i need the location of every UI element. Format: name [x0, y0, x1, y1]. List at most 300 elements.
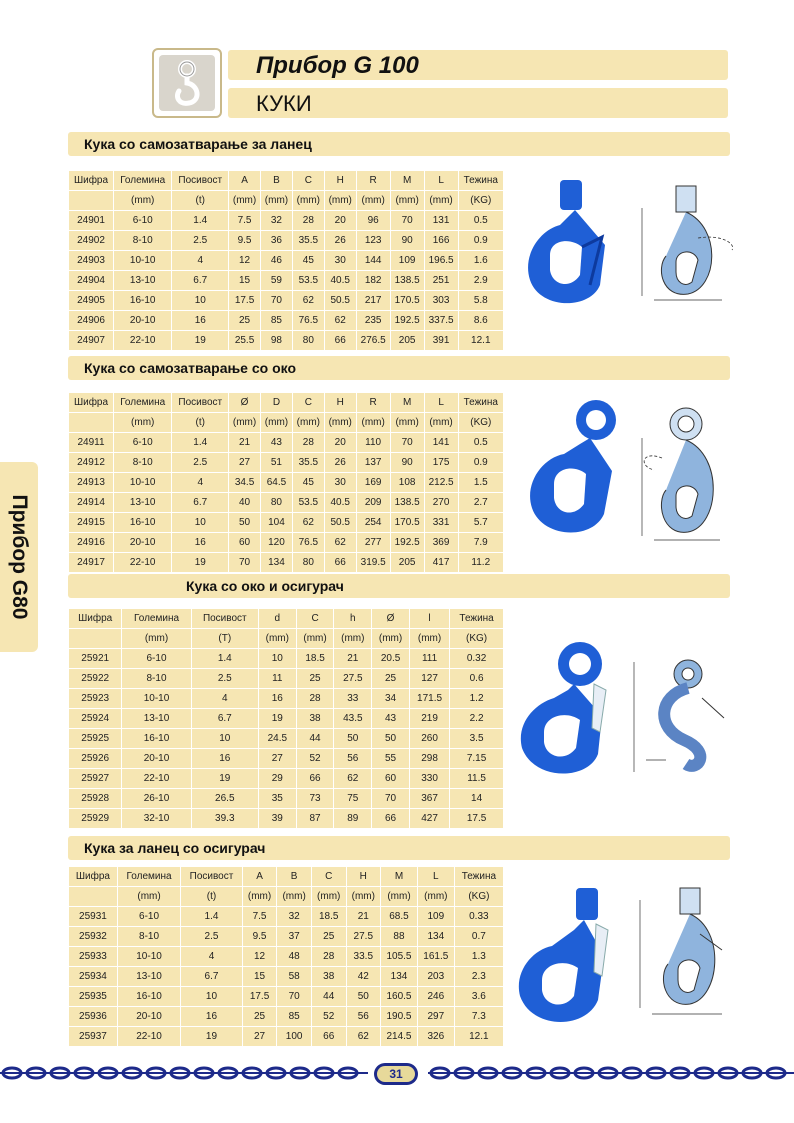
table-cell: (mm)	[114, 191, 171, 210]
table-cell: 8-10	[114, 453, 171, 472]
table-cell: (KG)	[450, 629, 503, 648]
table-cell: 1.4	[172, 211, 228, 230]
table-cell: 13-10	[118, 967, 180, 986]
table-cell: 217	[357, 291, 390, 310]
table-cell: 251	[425, 271, 458, 290]
table-cell: 25922	[69, 669, 121, 688]
table-cell: R	[357, 171, 390, 190]
table-cell: 2.5	[192, 669, 258, 688]
table-cell: (mm)	[277, 887, 311, 906]
table-cell: 24906	[69, 311, 113, 330]
table-cell: 70	[391, 433, 424, 452]
table-cell: 141	[425, 433, 458, 452]
table-cell: 138.5	[391, 271, 424, 290]
table-cell: 24911	[69, 433, 113, 452]
table-cell: 28	[293, 433, 324, 452]
table-cell: (mm)	[391, 413, 424, 432]
table-cell: 20.5	[372, 649, 409, 668]
table-cell: 43	[261, 433, 292, 452]
table-cell: 417	[425, 553, 458, 572]
table-cell: 85	[277, 1007, 311, 1026]
table-cell: Посивост	[192, 609, 258, 628]
table-cell: 12.1	[455, 1027, 503, 1046]
table-cell: 7.5	[229, 211, 260, 230]
table-cell: 25929	[69, 809, 121, 828]
table-cell: 131	[425, 211, 458, 230]
table-cell: 25933	[69, 947, 117, 966]
table-cell: 70	[261, 291, 292, 310]
table-cell: 6-10	[114, 433, 171, 452]
table-cell: 45	[293, 251, 324, 270]
table-cell: 60	[372, 769, 409, 788]
table-cell: (T)	[192, 629, 258, 648]
table-cell: 25	[229, 311, 260, 330]
table-cell: 40	[229, 493, 260, 512]
table-cell: Големина	[114, 171, 171, 190]
table-cell: 59	[261, 271, 292, 290]
table-cell: 24903	[69, 251, 113, 270]
table-row	[69, 433, 503, 452]
table-row	[69, 331, 503, 350]
table-row	[69, 211, 503, 230]
table-cell: 89	[334, 809, 371, 828]
table-row	[69, 689, 503, 708]
chain-decoration-right	[428, 1064, 794, 1082]
table-cell	[69, 191, 113, 210]
table-cell: 17.5	[243, 987, 277, 1006]
table-cell: 2.5	[172, 231, 228, 250]
clevis-hook-latch-dimension-drawing	[630, 880, 742, 1020]
table-cell: 66	[372, 809, 409, 828]
table-cell: 144	[357, 251, 390, 270]
table-cell: (mm)	[118, 887, 180, 906]
page-subtitle: КУКИ	[228, 88, 728, 118]
table-cell: 11.5	[450, 769, 503, 788]
section-title-eye-self-locking: Кука со самозатварање со око	[68, 356, 730, 380]
table-cell: 85	[261, 311, 292, 330]
table-cell: 16	[192, 749, 258, 768]
table-cell: 50.5	[325, 291, 356, 310]
table-cell: 1.2	[450, 689, 503, 708]
table-cell: 276.5	[357, 331, 390, 350]
table-cell: 134	[418, 927, 454, 946]
table-cell: 30	[325, 251, 356, 270]
table-cell: 105.5	[381, 947, 417, 966]
table-cell: 16	[259, 689, 296, 708]
table-cell: 19	[181, 1027, 242, 1046]
table-cell: 50	[334, 729, 371, 748]
table-cell: 50	[372, 729, 409, 748]
table-cell: 12.1	[459, 331, 503, 350]
table-cell: 175	[425, 453, 458, 472]
table-cell: Ø	[229, 393, 260, 412]
table-cell: 25921	[69, 649, 121, 668]
table-cell: 25	[297, 669, 334, 688]
table-cell: 27	[229, 453, 260, 472]
table-cell: 9.5	[229, 231, 260, 250]
table-cell	[69, 887, 117, 906]
table-cell: 50.5	[325, 513, 356, 532]
table-cell: 427	[410, 809, 449, 828]
table-cell: 203	[418, 967, 454, 986]
table-cell: 46	[261, 251, 292, 270]
table-cell: 170.5	[391, 291, 424, 310]
table-cell: 26-10	[122, 789, 190, 808]
page-number: 31	[377, 1066, 415, 1082]
table-cell: 38	[297, 709, 334, 728]
table-row	[69, 729, 503, 748]
table-cell: 205	[391, 553, 424, 572]
table-cell: 24915	[69, 513, 113, 532]
table-cell: (mm)	[372, 629, 409, 648]
table-cell: 8.6	[459, 311, 503, 330]
table-cell: 10	[172, 513, 228, 532]
table-cell: 33	[334, 689, 371, 708]
table-cell: (mm)	[425, 413, 458, 432]
table-cell: 25937	[69, 1027, 117, 1046]
table-cell: Шифра	[69, 609, 121, 628]
table-cell: (mm)	[229, 191, 260, 210]
table-cell: 43	[372, 709, 409, 728]
table-cell: 277	[357, 533, 390, 552]
table-cell: 62	[325, 533, 356, 552]
table-cell: 7.3	[455, 1007, 503, 1026]
table-cell: 26	[325, 231, 356, 250]
table-cell: 7.15	[450, 749, 503, 768]
table-cell: 51	[261, 453, 292, 472]
table-cell: 66	[325, 553, 356, 572]
table-cell: 60	[229, 533, 260, 552]
self-locking-clevis-hook-image	[520, 175, 630, 315]
table-units-row	[69, 413, 503, 432]
table-cell: 1.4	[172, 433, 228, 452]
table-row	[69, 251, 503, 270]
side-tab-label: Прибор G80	[8, 494, 31, 620]
table-cell: 1.4	[181, 907, 242, 926]
table-cell: A	[229, 171, 260, 190]
table-cell: 170.5	[391, 513, 424, 532]
table-cell: 90	[391, 453, 424, 472]
table-cell: 330	[410, 769, 449, 788]
table-cell: 32-10	[122, 809, 190, 828]
table-cell: 25	[312, 927, 346, 946]
table-cell: 2.9	[459, 271, 503, 290]
table-cell: 22-10	[118, 1027, 180, 1046]
table-cell: (mm)	[410, 629, 449, 648]
table-cell: 24913	[69, 473, 113, 492]
table-cell: 270	[425, 493, 458, 512]
section-title-clevis-self-locking: Кука со самозатварање за ланец	[68, 132, 730, 156]
table-cell: 80	[293, 553, 324, 572]
table-cell: 25923	[69, 689, 121, 708]
table-cell: 171.5	[410, 689, 449, 708]
table-cell: 4	[192, 689, 258, 708]
table-cell: (mm)	[259, 629, 296, 648]
table-cell: 19	[259, 709, 296, 728]
table-cell: 17.5	[229, 291, 260, 310]
table-cell: Тежина	[459, 393, 503, 412]
table-cell: 1.5	[459, 473, 503, 492]
table-cell: 214.5	[381, 1027, 417, 1046]
table-cell: 50	[229, 513, 260, 532]
table-cell: 44	[312, 987, 346, 1006]
eye-hook-dimension-drawing	[632, 398, 744, 548]
table-cell: 110	[357, 433, 390, 452]
table-cell: 17.5	[450, 809, 503, 828]
table-cell: 96	[357, 211, 390, 230]
table-cell: 160.5	[381, 987, 417, 1006]
table-cell: 25936	[69, 1007, 117, 1026]
table-cell: 76.5	[293, 311, 324, 330]
table-cell: 326	[418, 1027, 454, 1046]
table-cell: 331	[425, 513, 458, 532]
table-cell: 209	[357, 493, 390, 512]
table-cell: 43.5	[334, 709, 371, 728]
table-cell: 20-10	[118, 1007, 180, 1026]
table-cell: 2.5	[181, 927, 242, 946]
table-cell: 39.3	[192, 809, 258, 828]
table-cell: 0.7	[455, 927, 503, 946]
table-cell: 7.9	[459, 533, 503, 552]
table-cell: 104	[261, 513, 292, 532]
table-cell: M	[391, 393, 424, 412]
table-cell: 16	[172, 533, 228, 552]
table-cell: 22-10	[114, 331, 171, 350]
table-units-row	[69, 887, 503, 906]
table-cell	[69, 413, 113, 432]
table-cell: (mm)	[381, 887, 417, 906]
table-cell: 10-10	[114, 251, 171, 270]
table-cell: 190.5	[381, 1007, 417, 1026]
table-cell: 27	[259, 749, 296, 768]
table-cell: 26	[325, 453, 356, 472]
table-cell: 27.5	[334, 669, 371, 688]
table-cell: 0.32	[450, 649, 503, 668]
table-cell: 4	[172, 473, 228, 492]
table-cell: 11	[259, 669, 296, 688]
table-cell: 64.5	[261, 473, 292, 492]
table-cell: 0.5	[459, 433, 503, 452]
table-cell: 196.5	[425, 251, 458, 270]
table-cell: Ø	[372, 609, 409, 628]
table-cell: 19	[172, 331, 228, 350]
table-cell: (mm)	[293, 191, 324, 210]
table-cell: 44	[297, 729, 334, 748]
spec-table-eye-self-locking	[68, 392, 504, 573]
table-cell: (mm)	[229, 413, 260, 432]
table-cell: 0.6	[450, 669, 503, 688]
table-cell: B	[277, 867, 311, 886]
table-cell: 24916	[69, 533, 113, 552]
table-cell: 6.7	[172, 271, 228, 290]
eye-hook-latch-dimension-drawing	[626, 648, 746, 778]
table-cell: Големина	[118, 867, 180, 886]
table-cell: 0.5	[459, 211, 503, 230]
table-cell: 33.5	[347, 947, 381, 966]
table-cell: 70	[277, 987, 311, 1006]
table-cell: 21	[229, 433, 260, 452]
table-cell: 25934	[69, 967, 117, 986]
table-cell: 10	[192, 729, 258, 748]
table-row	[69, 809, 503, 828]
table-cell: (mm)	[122, 629, 190, 648]
table-row	[69, 1027, 503, 1046]
table-cell: 35.5	[293, 231, 324, 250]
table-cell: 24904	[69, 271, 113, 290]
table-cell: 4	[172, 251, 228, 270]
table-cell: 1.6	[459, 251, 503, 270]
table-cell: 27	[243, 1027, 277, 1046]
table-cell: 13-10	[122, 709, 190, 728]
table-cell: 39	[259, 809, 296, 828]
hook-icon	[159, 55, 215, 111]
table-cell: 10-10	[114, 473, 171, 492]
table-row	[69, 649, 503, 668]
table-row	[69, 271, 503, 290]
table-cell: 2.3	[455, 967, 503, 986]
table-cell: 8-10	[122, 669, 190, 688]
table-cell: 16	[181, 1007, 242, 1026]
table-cell: 25	[243, 1007, 277, 1026]
spec-table-eye-hook-latch	[68, 608, 504, 829]
table-cell: 192.5	[391, 311, 424, 330]
table-row	[69, 453, 503, 472]
table-cell: 21	[334, 649, 371, 668]
table-cell: (t)	[172, 413, 228, 432]
table-cell: 8-10	[114, 231, 171, 250]
table-cell: 58	[277, 967, 311, 986]
table-cell: 19	[172, 553, 228, 572]
table-cell: M	[391, 171, 424, 190]
table-cell: 38	[312, 967, 346, 986]
table-cell: 24917	[69, 553, 113, 572]
table-row	[69, 907, 503, 926]
table-cell: 16-10	[122, 729, 190, 748]
table-cell: 70	[372, 789, 409, 808]
table-cell: 6.7	[172, 493, 228, 512]
table-cell: 22-10	[114, 553, 171, 572]
table-cell: 25932	[69, 927, 117, 946]
table-cell: B	[261, 171, 292, 190]
table-cell: 25.5	[229, 331, 260, 350]
table-cell: D	[261, 393, 292, 412]
table-cell: Шифра	[69, 867, 117, 886]
table-cell: 90	[391, 231, 424, 250]
table-cell: (t)	[181, 887, 242, 906]
table-cell: 70	[229, 553, 260, 572]
table-cell: 70	[391, 211, 424, 230]
table-cell: 182	[357, 271, 390, 290]
table-cell: 12	[229, 251, 260, 270]
table-cell: 28	[312, 947, 346, 966]
table-cell	[69, 629, 121, 648]
table-row	[69, 553, 503, 572]
table-cell: 8-10	[118, 927, 180, 946]
table-cell: 53.5	[293, 271, 324, 290]
table-cell: 42	[347, 967, 381, 986]
table-cell: 53.5	[293, 493, 324, 512]
table-header-row	[69, 171, 503, 190]
table-cell: 3.5	[450, 729, 503, 748]
table-header-row	[69, 867, 503, 886]
table-cell: 166	[425, 231, 458, 250]
table-cell: 25931	[69, 907, 117, 926]
table-cell: (mm)	[297, 629, 334, 648]
table-row	[69, 311, 503, 330]
table-cell: 28	[297, 689, 334, 708]
table-cell: (KG)	[455, 887, 503, 906]
table-cell: 134	[261, 553, 292, 572]
table-cell: (KG)	[459, 413, 503, 432]
table-cell: 80	[293, 331, 324, 350]
table-cell: 391	[425, 331, 458, 350]
table-cell: Големина	[114, 393, 171, 412]
table-cell: 48	[277, 947, 311, 966]
table-cell: 25924	[69, 709, 121, 728]
table-row	[69, 749, 503, 768]
table-cell: 108	[391, 473, 424, 492]
clevis-hook-dimension-drawing	[632, 178, 742, 306]
table-cell: 21	[347, 907, 381, 926]
table-cell: Посивост	[172, 171, 228, 190]
table-cell: 137	[357, 453, 390, 472]
table-cell: 19	[192, 769, 258, 788]
table-cell: 15	[243, 967, 277, 986]
table-cell: 20	[325, 211, 356, 230]
table-cell: 138.5	[391, 493, 424, 512]
table-cell: (mm)	[347, 887, 381, 906]
table-cell: Големина	[122, 609, 190, 628]
page-title: Прибор G 100	[228, 50, 728, 80]
table-cell: 76.5	[293, 533, 324, 552]
table-cell: 22-10	[122, 769, 190, 788]
table-cell: Тежина	[459, 171, 503, 190]
table-cell: 52	[297, 749, 334, 768]
table-row	[69, 967, 503, 986]
table-cell: (mm)	[357, 413, 390, 432]
table-cell: 0.33	[455, 907, 503, 926]
table-cell: 24905	[69, 291, 113, 310]
table-cell: H	[325, 171, 356, 190]
table-cell: 205	[391, 331, 424, 350]
table-cell: (KG)	[459, 191, 503, 210]
table-cell: 30	[325, 473, 356, 492]
table-cell: 2.7	[459, 493, 503, 512]
table-cell: H	[325, 393, 356, 412]
table-cell: 219	[410, 709, 449, 728]
table-cell: (mm)	[293, 413, 324, 432]
table-cell: 109	[418, 907, 454, 926]
table-cell: 75	[334, 789, 371, 808]
table-cell: 6.7	[192, 709, 258, 728]
table-cell: Шифра	[69, 393, 113, 412]
table-cell: 0.9	[459, 453, 503, 472]
table-cell: 4	[181, 947, 242, 966]
table-row	[69, 769, 503, 788]
logo-box	[152, 48, 222, 118]
table-cell: 120	[261, 533, 292, 552]
table-cell: C	[312, 867, 346, 886]
table-cell: 25927	[69, 769, 121, 788]
table-cell: 16	[172, 311, 228, 330]
page-number-badge	[374, 1063, 418, 1085]
table-cell: 235	[357, 311, 390, 330]
table-cell: 18.5	[297, 649, 334, 668]
table-cell: 367	[410, 789, 449, 808]
table-cell: 24912	[69, 453, 113, 472]
table-cell: 66	[312, 1027, 346, 1046]
table-cell: L	[425, 393, 458, 412]
